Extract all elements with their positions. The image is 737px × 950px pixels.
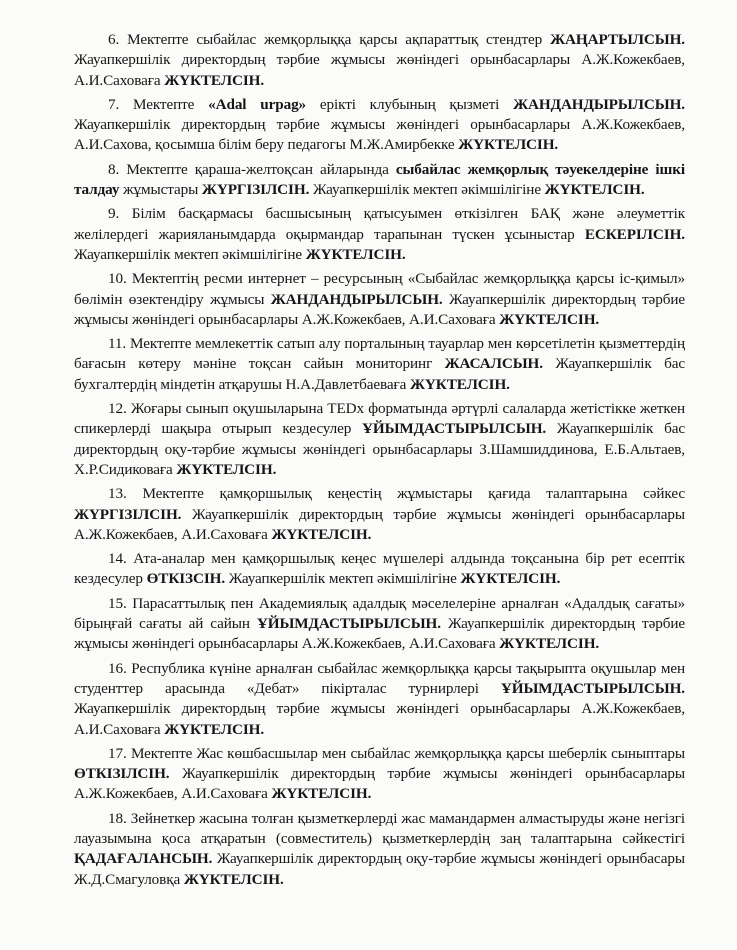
order-item-emphasis: ЖҮКТЕЛСІН.	[410, 375, 510, 393]
order-item-emphasis: ҰЙЫМДАСТЫРЫЛСЫН.	[500, 679, 685, 697]
order-item-emphasis: ЖҮКТЕЛСІН.	[460, 570, 561, 588]
order-item-emphasis: ЖҮКТЕЛСІН.	[164, 71, 265, 89]
order-item-text: Жауапкершілік мектеп әкімшілігіне	[309, 181, 545, 199]
order-item-text: жұмыстары	[119, 181, 202, 199]
order-item	[74, 204, 685, 265]
order-item-text: Жауапкершілік директордың тәрбие жұмысы жөніндегі орынбасарлары А.Ж.Кожекбаев, А.И.Саховаға	[74, 615, 685, 653]
order-item-text: 16. Республика күніне арналған сыбайлас жемқорлыққа қарсы тақырыпта оқушылар мен студенттер арасында «Дебат» пікірталас турнирлері	[74, 659, 685, 697]
order-item-emphasis: ҰЙЫМДАСТЫРЫЛСЫН.	[256, 615, 441, 633]
order-item-text: Жауапкершілік директордың тәрбие жұмысы жөніндегі орынбасарлары А.Ж.Кожекбаев, А.И.Саховаға	[74, 51, 685, 89]
order-item-text: Жауапкершілік директордың тәрбие жұмысы жөніндегі орынбасарлары А.Ж.Кожекбаев, А.И.Сахова, қосымша білім беру педагогы М.Ж.Амирбекке	[74, 116, 685, 154]
order-item	[74, 30, 685, 91]
order-item-text: 9. Білім басқармасы басшысының қатысуымен өткізілген БАҚ және әлеуметтік желілердегі жарияланымдарда оқырмандар тарапынан түскен ұсыныстар	[74, 205, 685, 243]
order-item-text: 8. Мектепте қараша-желтоқсан айларында	[108, 160, 396, 178]
order-item-text: 18. Зейнеткер жасына толған қызметкерлерді жас мамандармен алмастыруды және негізгі лауазымына қоса атқаратын (совместитель) қызметкерлердің заң талаптарына сәйкестігі	[74, 809, 685, 847]
order-item-text: 13. Мектепте қамқоршылық кеңестің жұмыстары қағида талаптарына сәйкес	[108, 485, 685, 503]
order-item-emphasis: ЖҮКТЕЛСІН.	[305, 245, 406, 263]
order-item-emphasis: ҚАДАҒАЛАНСЫН.	[74, 850, 213, 868]
order-item-emphasis: ЖҮКТЕЛСІН.	[544, 181, 645, 199]
order-item-text: Жауапкершілік мектеп әкімшілігіне	[74, 245, 306, 263]
order-item-text: 10. Мектептің ресми интернет – ресурсының «Сыбайлас жемқорлыққа қарсы іс-қимыл» бөлімін өзектендіру жұмысы	[74, 270, 685, 308]
order-item-text: Жауапкершілік бас бухгалтердің міндетін атқарушы Н.А.Давлетбаеваға	[74, 355, 685, 393]
order-item-text: 11. Мектепте мемлекеттік сатып алу порталының тауарлар мен көрсетілетін қызметтердің бағасын көтеру мәніне тоқсан сайын мониторинг	[74, 335, 685, 373]
order-item-text: 7. Мектепте	[108, 95, 209, 113]
order-item-text: Жауапкершілік директордың оқу-тәрбие жұмысы жөніндегі орынбасары Ж.Д.Смагуловқа	[74, 850, 685, 888]
order-item-emphasis: ЖҮКТЕЛСІН.	[176, 460, 277, 478]
order-item-text: Жауапкершілік директордың тәрбие жұмысы жөніндегі орынбасарлары А.Ж.Кожекбаев, А.И.Саховаға	[74, 700, 685, 738]
order-item	[74, 594, 685, 655]
order-item	[74, 269, 685, 330]
order-item-emphasis: ҰЙЫМДАСТЫРЫЛСЫН.	[362, 420, 547, 438]
order-item-emphasis: ӨТКІЗСІН.	[146, 570, 226, 588]
order-item-text: 14. Ата-аналар мен қамқоршылық кеңес мүшелері алдында тоқсанына бір рет есептік кездесулер	[74, 550, 685, 588]
order-item-emphasis: ЖҮКТЕЛСІН.	[164, 720, 265, 738]
order-item	[74, 160, 685, 201]
order-item	[74, 484, 685, 545]
order-item-text: Жауапкершілік мектеп әкімшілігіне	[225, 570, 461, 588]
order-item-text: 12. Жоғары сынып оқушыларына TEDx форматында әртүрлі салаларда жетістікке жеткен спикерлерді шақыра отырып кездесулер	[74, 400, 685, 438]
order-item-text: Жауапкершілік директордың тәрбие жұмысы жөніндегі орынбасарлары А.Ж.Кожекбаев, А.И.Саховаға	[74, 290, 685, 328]
order-item-text: 17. Мектепте Жас көшбасшылар мен сыбайлас жемқорлыққа қарсы шеберлік сыныптары	[108, 744, 685, 762]
order-item-emphasis: ЖҮКТЕЛСІН.	[271, 785, 372, 803]
order-item	[74, 659, 685, 740]
order-item	[74, 744, 685, 805]
order-item-emphasis: ЖАНДАНДЫРЫЛСЫН.	[270, 290, 443, 308]
order-item	[74, 334, 685, 395]
order-item-emphasis: ЖАНДАНДЫРЫЛСЫН.	[513, 95, 685, 113]
order-item-emphasis: ЖҮКТЕЛСІН.	[499, 635, 600, 653]
order-item-emphasis: ЕСКЕРІЛСІН.	[584, 225, 685, 243]
order-item-emphasis: ЖҮКТЕЛСІН.	[499, 310, 600, 328]
order-item	[74, 95, 685, 156]
order-item-text: 15. Парасаттылық пен Академиялық адалдық мәселелеріне арналған «Адалдық сағаты» бірыңғай сағаты ай сайын	[74, 594, 685, 633]
order-items-list	[74, 30, 685, 890]
order-item-emphasis: ЖАСАЛСЫН.	[444, 355, 543, 373]
order-item-text: ерікті клубының қызметі	[306, 95, 514, 113]
order-item-emphasis: ӨТКІЗІЛСІН.	[74, 765, 170, 783]
order-item-emphasis: ЖҮКТЕЛСІН.	[458, 136, 559, 154]
order-item-emphasis: сыбайлас жемқорлық тәуекелдеріне ішкі талдау	[74, 160, 685, 199]
order-item-emphasis: «Adal urpag»	[208, 95, 307, 113]
order-item-emphasis: ЖҮКТЕЛСІН.	[183, 870, 284, 888]
order-item-emphasis: ЖАҢАРТЫЛСЫН.	[550, 31, 685, 48]
order-item-text: Жауапкершілік бас директордың оқу-тәрбие жұмысы жөніндегі орынбасарлары З.Шамшиддинова, Е.Б.Альтаев, Х.Р.Сидиковаға	[74, 420, 685, 478]
order-item-emphasis: ЖҮРГІЗІЛСІН.	[201, 181, 310, 199]
order-item	[74, 809, 685, 890]
order-item-emphasis: ЖҮРГІЗІЛСІН.	[74, 505, 182, 523]
order-item	[74, 399, 685, 480]
order-item-text: 6. Мектепте сыбайлас жемқорлыққа қарсы ақпараттық стендтер	[108, 31, 551, 48]
order-item-text: Жауапкершілік директордың тәрбие жұмысы жөніндегі орынбасарлары А.Ж.Кожекбаев, А.И.Саховаға	[74, 505, 685, 543]
order-item-emphasis: ЖҮКТЕЛСІН.	[271, 525, 372, 543]
order-item	[74, 549, 685, 590]
order-item-text: Жауапкершілік директордың тәрбие жұмысы жөніндегі орынбасарлары А.Ж.Кожекбаев, А.И.Саховаға	[74, 765, 685, 803]
